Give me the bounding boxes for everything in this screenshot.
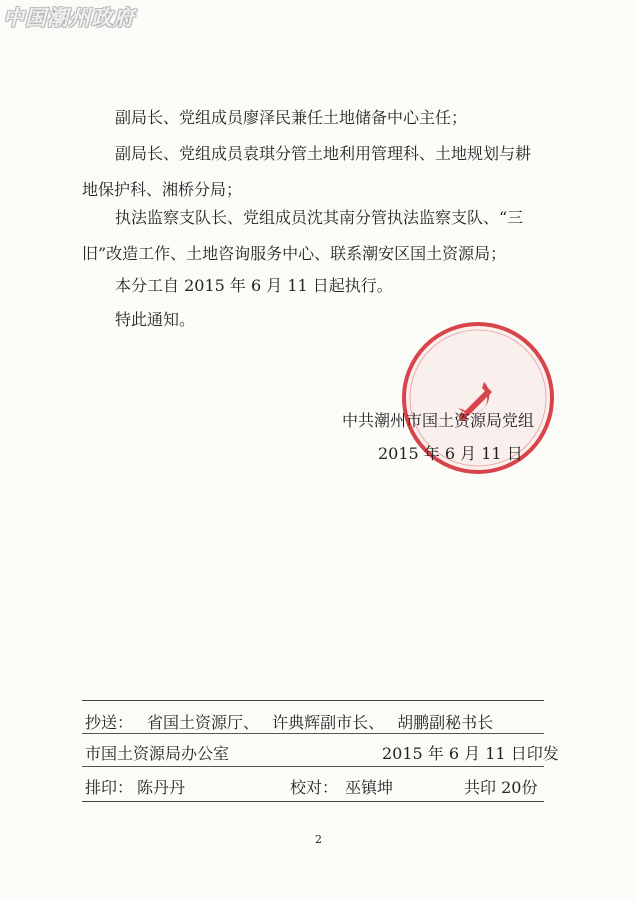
paragraph-2-line-1: 副局长、党组成员袁琪分管土地利用管理科、土地规划与耕 [115,144,532,163]
footer-bottom-rule [82,801,544,802]
paragraph-3-line-1: 执法监察支队长、党组成员沈其南分管执法监察支队、“三 [115,208,524,227]
typist-label: 排印： [85,778,134,797]
paragraph-2-line-2: 地保护科、湘桥分局； [82,180,243,199]
cc-recipients: 省国土资源厅、 许典辉副市长、 胡鹏副秘书长 [147,713,494,732]
proofreader-label: 校对： [290,778,339,797]
cc-label: 抄送： [85,713,134,732]
print-date: 2015 年 6 月 11 日印发 [382,744,559,763]
footer-rule-2 [82,766,544,767]
watermark-logo: 中国潮州政府 [3,6,135,30]
paragraph-3-line-2: 旧”改造工作、土地咨询服务中心、联系潮安区国土资源局； [82,244,507,263]
page-number: 2 [315,833,322,846]
signature-organization: 中共潮州市国土资源局党组 [342,411,535,430]
issuing-office: 市国土资源局办公室 [85,744,230,763]
footer-top-rule [82,700,544,701]
signature-date: 2015 年 6 月 11 日 [378,444,523,463]
typist-name: 陈丹丹 [137,778,186,797]
print-copies: 共印 20份 [464,778,538,797]
footer-rule-1 [82,733,544,734]
proofreader-name: 巫镇坤 [345,778,394,797]
paragraph-1: 副局长、党组成员廖泽民兼任土地储备中心主任； [115,108,468,127]
paragraph-effective-date: 本分工自 2015 年 6 月 11 日起执行。 [115,276,393,295]
paragraph-notice: 特此通知。 [115,310,196,329]
